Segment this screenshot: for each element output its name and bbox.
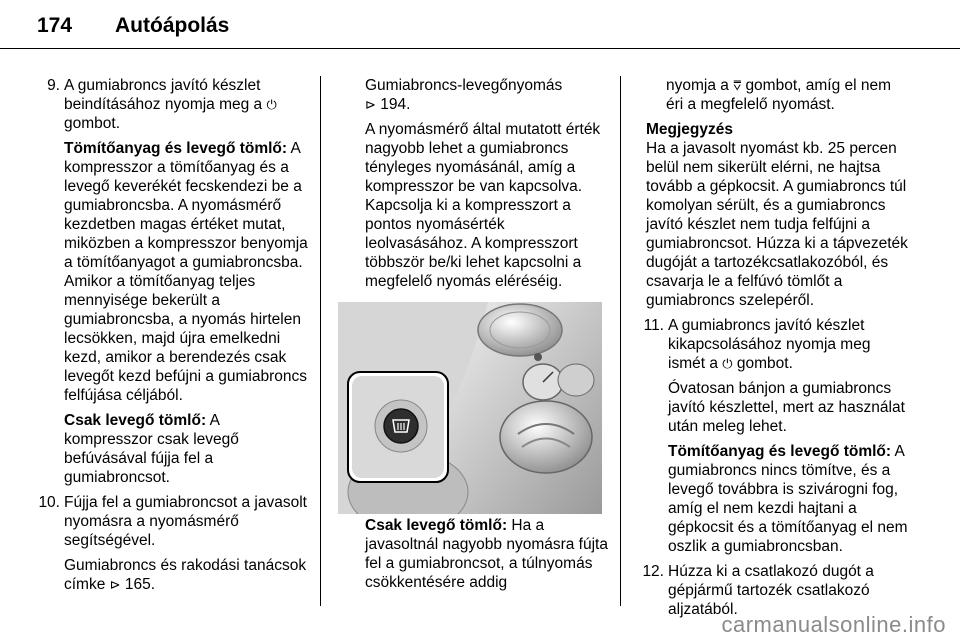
- reference-arrow-icon: ⊳: [365, 97, 376, 112]
- step-number: 12.: [642, 563, 664, 580]
- step-12: [642, 562, 908, 619]
- step-text: A gumiabroncs javító készlet kikapcsolásához nyomja meg ismét a ⏻ gombot.: [668, 317, 871, 372]
- step-paragraph: Óvatosan bánjon a gumiabroncs javító készlettel, mert az használat után meleg lehet.: [668, 380, 905, 435]
- header-rule: [0, 48, 960, 49]
- step-number: 11.: [643, 317, 664, 334]
- paragraph: nyomja a ⩢ gombot, amíg el nem éri a megfelelő nyomást.: [666, 77, 892, 113]
- note-box: [646, 120, 908, 310]
- step-text: Húzza ki a csatlakozó dugót a gépjármű tartozék csatlakozó aljzatából.: [668, 563, 874, 618]
- figure-caption: Csak levegő tömlő: Ha a javasoltnál nagyobb nyomásra fújta fel a gumiabroncsot, a túlnyomás csökkentésére addig: [365, 517, 608, 591]
- note-text: Ha a javasolt nyomást kb. 25 percen belül nem sikerült elérni, ne hajtsa tovább a gépkocsit. A gumiabroncs túl komolyan sérült, és a gumiabroncs javító készlet nem tudja felfújni a gumiabroncsot. Húzza ki a tápvezeték dugóját a tartozékcsatlakozóból, és csavarja le a felfúvó tömlőt a gumiabroncs szelepéről.: [646, 140, 908, 309]
- page-reference[interactable]: 165.: [124, 576, 156, 593]
- power-icon: ⏻: [266, 97, 277, 112]
- page-number: 174: [37, 14, 73, 37]
- step-number: 10.: [38, 494, 60, 511]
- step-paragraph: Csak levegő tömlő: A kompresszor csak levegő befúvásával fújja fel a gumiabroncsot.: [64, 412, 239, 486]
- step-paragraph: Tömítőanyag és levegő tömlő: A gumiabroncs nincs tömítve, és a levegő továbbra is szivárogni fog, amíg el nem kezdi hajtani a gépkocsit és a tömítőanyag el nem oszlik a gumiabroncsban.: [668, 443, 908, 555]
- column-3: [642, 76, 908, 625]
- power-icon: ⏻: [722, 356, 733, 371]
- compressor-photo: [338, 302, 602, 514]
- step-paragraph: Gumiabroncs és rakodási tanácsok címke ⊳ 165.: [64, 557, 307, 593]
- paragraph: A nyomásmérő által mutatott érték nagyobb lehet a gumiabroncs tényleges nyomásánál, amíg a kompresszor be van kapcsolva. Kapcsolja ki a kompresszort a pontos nyomásérték leolvasásához. A kompresszort többször be/ki lehet kapcsolni a megfelelő nyomás eléréséig.: [365, 121, 601, 290]
- note-title: Megjegyzés: [646, 121, 734, 138]
- column-1: [38, 76, 310, 600]
- page-reference[interactable]: 194.: [380, 96, 411, 113]
- column-divider-2: [620, 76, 621, 606]
- step-9: [42, 76, 310, 487]
- deflate-icon: ⩢: [733, 78, 742, 93]
- watermark: carmanualsonline.info: [721, 612, 946, 637]
- step-11: [643, 316, 908, 556]
- column-divider-1: [320, 76, 321, 606]
- column-2: [365, 76, 610, 297]
- page-title: Autóápolás: [115, 14, 230, 37]
- step-number: 9.: [47, 77, 60, 94]
- paragraph: Gumiabroncs-levegőnyomás ⊳ 194.: [365, 77, 563, 113]
- step-text: A gumiabroncs javító készlet beindításához nyomja meg a ⏻ gombot.: [64, 77, 277, 132]
- reference-arrow-icon: ⊳: [109, 577, 121, 592]
- compressor-illustration: [338, 302, 602, 514]
- step-10: [38, 493, 310, 594]
- page-header: [37, 14, 229, 38]
- step-paragraph: Tömítőanyag és levegő tömlő: A kompresszor a tömítőanyag és a levegő keverékét fecskendezi be a gumiabroncsba. A nyomásmérő kezdetben magas értéket mutat, miközben a kompresszor benyomja a tömítőanyagot a gumiabroncsba. Amikor a tömítőanyag teljes mennyisége bekerült a gumiabroncsba, a nyomás hirtelen lecsökken, majd újra emelkedni kezd, amikor a berendezés csak levegőt kezd befújni a gumiabroncs felfújása céljából.: [64, 140, 308, 404]
- step-text: Fújja fel a gumiabroncsot a javasolt nyomásra a nyomásmérő segítségével.: [64, 494, 307, 549]
